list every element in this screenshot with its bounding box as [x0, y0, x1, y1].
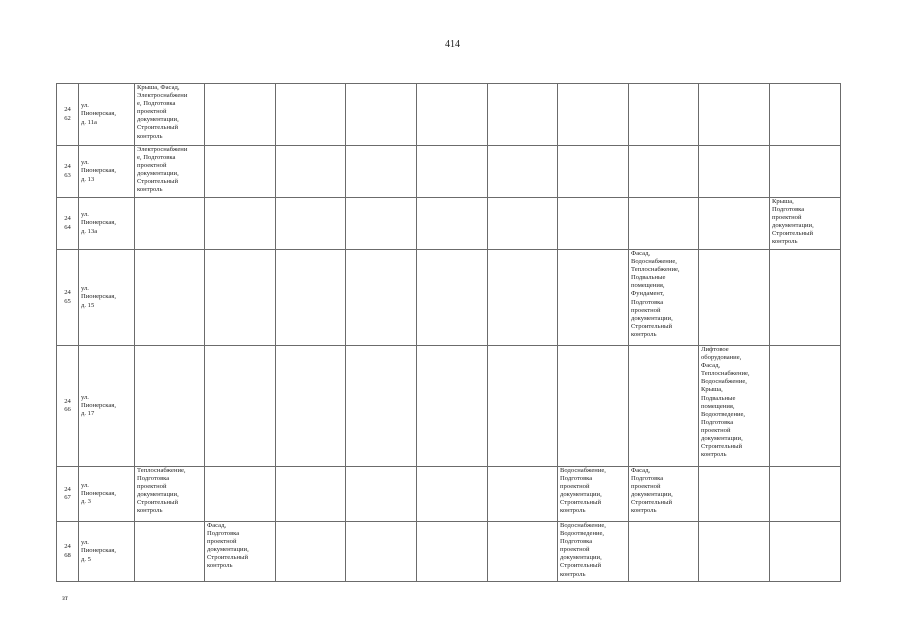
works-cell	[346, 198, 417, 250]
works-cell	[346, 146, 417, 198]
works-cell	[488, 250, 558, 346]
works-cell	[205, 346, 276, 467]
page-number: 414	[445, 39, 460, 50]
row-number-cell: 24 68	[57, 522, 79, 582]
works-cell	[276, 198, 346, 250]
table-row	[57, 84, 841, 146]
works-cell: Водоснабжение, Подготовка проектной документации, Строительный контроль	[558, 467, 629, 522]
works-cell	[417, 146, 488, 198]
works-cell	[346, 346, 417, 467]
address-cell: ул. Пионерская, д. 15	[79, 250, 135, 346]
works-cell	[699, 146, 770, 198]
table-row	[57, 467, 841, 522]
capital-repair-table	[56, 83, 841, 582]
works-cell	[770, 250, 841, 346]
works-cell	[135, 522, 205, 582]
works-cell	[417, 467, 488, 522]
works-cell	[770, 346, 841, 467]
works-cell: Фасад, Водоснабжение, Теплоснабжение, Подвальные помещения, Фундамент, Подготовка проектной документации, Строительный контроль	[629, 250, 699, 346]
works-cell	[488, 346, 558, 467]
works-cell	[417, 198, 488, 250]
table-row	[57, 250, 841, 346]
table-row	[57, 198, 841, 250]
works-cell	[488, 84, 558, 146]
row-number-cell: 24 67	[57, 467, 79, 522]
works-cell	[629, 346, 699, 467]
works-cell	[488, 522, 558, 582]
row-number-cell: 24 65	[57, 250, 79, 346]
works-cell	[629, 146, 699, 198]
works-cell	[346, 250, 417, 346]
row-number-cell: 24 62	[57, 84, 79, 146]
works-cell	[629, 522, 699, 582]
table-row	[57, 146, 841, 198]
works-cell: Водоснабжение, Водоотведение, Подготовка проектной документации, Строительный контроль	[558, 522, 629, 582]
works-cell	[276, 250, 346, 346]
works-cell	[699, 250, 770, 346]
works-cell: Крыша, Подготовка проектной документации, Строительный контроль	[770, 198, 841, 250]
works-cell	[205, 250, 276, 346]
works-cell	[488, 198, 558, 250]
works-cell	[629, 84, 699, 146]
works-cell	[629, 198, 699, 250]
works-cell	[205, 198, 276, 250]
works-cell	[135, 198, 205, 250]
works-cell: Крыша, Фасад, Электроснабжени е, Подготовка проектной документации, Строительный контроль	[135, 84, 205, 146]
works-cell	[417, 84, 488, 146]
works-cell	[558, 250, 629, 346]
works-cell	[488, 467, 558, 522]
works-cell	[276, 346, 346, 467]
table-body	[57, 84, 841, 582]
table-row	[57, 346, 841, 467]
address-cell: ул. Пионерская, д. 3	[79, 467, 135, 522]
works-cell: Фасад, Подготовка проектной документации, Строительный контроль	[205, 522, 276, 582]
works-cell: Фасад, Подготовка проектной документации, Строительный контроль	[629, 467, 699, 522]
works-cell	[770, 146, 841, 198]
works-cell	[135, 250, 205, 346]
works-cell	[346, 84, 417, 146]
works-cell	[699, 522, 770, 582]
row-number-cell: 24 64	[57, 198, 79, 250]
works-cell	[699, 198, 770, 250]
works-cell	[558, 84, 629, 146]
works-cell	[205, 84, 276, 146]
works-cell	[558, 146, 629, 198]
works-cell	[276, 467, 346, 522]
row-number-cell: 24 63	[57, 146, 79, 198]
works-cell	[205, 467, 276, 522]
works-cell	[417, 346, 488, 467]
address-cell: ул. Пионерская, д. 17	[79, 346, 135, 467]
works-cell	[558, 198, 629, 250]
footer-mark: зт	[62, 594, 68, 602]
works-cell	[699, 84, 770, 146]
works-cell	[276, 522, 346, 582]
works-cell	[417, 250, 488, 346]
works-cell	[417, 522, 488, 582]
works-cell	[346, 522, 417, 582]
works-cell	[276, 84, 346, 146]
row-number-cell: 24 66	[57, 346, 79, 467]
works-cell	[770, 84, 841, 146]
address-cell: ул. Пионерская, д. 5	[79, 522, 135, 582]
address-cell: ул. Пионерская, д. 13	[79, 146, 135, 198]
works-cell	[276, 146, 346, 198]
works-cell	[770, 522, 841, 582]
address-cell: ул. Пионерская, д. 11а	[79, 84, 135, 146]
works-cell	[488, 146, 558, 198]
works-cell: Теплоснабжение, Подготовка проектной документации, Строительный контроль	[135, 467, 205, 522]
works-cell	[770, 467, 841, 522]
works-cell	[346, 467, 417, 522]
works-cell	[135, 346, 205, 467]
works-cell	[205, 146, 276, 198]
works-cell	[558, 346, 629, 467]
table-row	[57, 522, 841, 582]
works-cell: Электроснабжени е, Подготовка проектной документации, Строительный контроль	[135, 146, 205, 198]
works-cell	[699, 467, 770, 522]
works-cell: Лифтовое оборудование, Фасад, Теплоснабжение, Водоснабжение, Крыша, Подвальные помещения, Водоотведение, Подготовка проектной документации, Строительный контроль	[699, 346, 770, 467]
address-cell: ул. Пионерская, д. 13а	[79, 198, 135, 250]
